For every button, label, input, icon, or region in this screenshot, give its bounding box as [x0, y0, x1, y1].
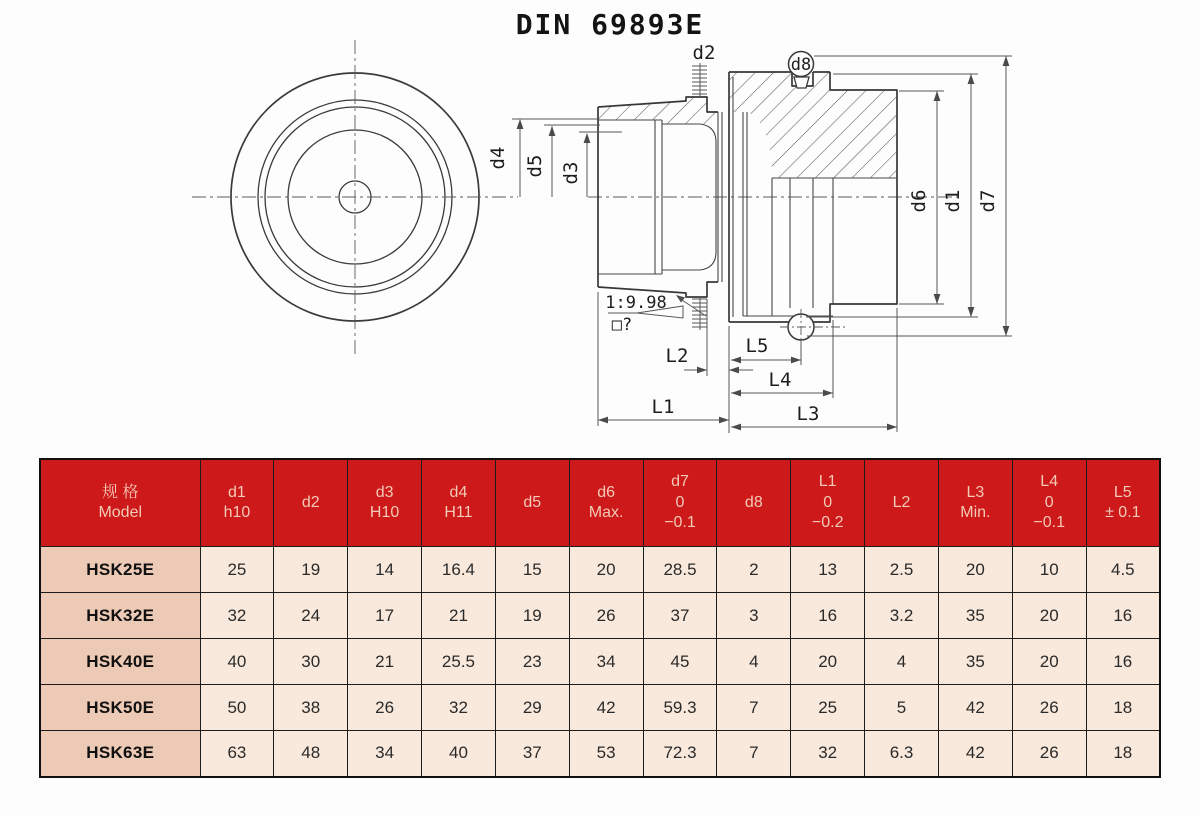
table-cell: 32 — [791, 731, 865, 777]
table-row — [40, 593, 1160, 639]
table-cell: 28.5 — [643, 547, 717, 593]
table-cell: 4.5 — [1086, 547, 1160, 593]
front-view — [192, 40, 518, 354]
table-cell: 21 — [422, 593, 496, 639]
header-line: Max. — [588, 504, 624, 521]
table-cell: 29 — [495, 685, 569, 731]
header-line: H11 — [444, 504, 473, 521]
table-cell: 32 — [200, 593, 274, 639]
dim-label-L2: L2 — [665, 345, 689, 367]
table-cell: 25.5 — [422, 639, 496, 685]
header-d2 — [274, 459, 348, 547]
table-cell: 34 — [569, 639, 643, 685]
table-cell: 23 — [495, 639, 569, 685]
header-d8 — [717, 459, 791, 547]
header-d5 — [495, 459, 569, 547]
table-cell: 20 — [1012, 639, 1086, 685]
table-cell: 15 — [495, 547, 569, 593]
header-d3 — [348, 459, 422, 547]
table-cell: 21 — [348, 639, 422, 685]
dim-label-d6: d6 — [908, 189, 930, 213]
table-cell: 42 — [938, 731, 1012, 777]
table-cell: 45 — [643, 639, 717, 685]
header-d4 — [422, 459, 496, 547]
model-cell: HSK50E — [40, 685, 200, 731]
header-line: 0 — [1044, 493, 1054, 511]
header-line: −0.1 — [664, 514, 696, 532]
table-cell: 26 — [569, 593, 643, 639]
drawing-title: DIN 69893E — [515, 8, 705, 41]
header-line: 0 — [823, 493, 833, 511]
table-cell: 48 — [274, 731, 348, 777]
table-cell: 16 — [1086, 639, 1160, 685]
header-line: H10 — [369, 504, 400, 521]
table-cell: 24 — [274, 593, 348, 639]
table-cell: 17 — [348, 593, 422, 639]
table-cell: 19 — [274, 547, 348, 593]
table-cell: 72.3 — [643, 731, 717, 777]
table-cell: 37 — [643, 593, 717, 639]
header-line: d4 — [449, 483, 468, 501]
model-cell: HSK40E — [40, 639, 200, 685]
table-cell: 6.3 — [865, 731, 939, 777]
header-line: d3 — [375, 483, 394, 501]
table-row — [40, 731, 1160, 777]
header-line: Min. — [960, 504, 991, 521]
dim-label-d8: d8 — [790, 55, 812, 75]
side-view — [487, 42, 1012, 433]
header-line: d1 — [228, 483, 246, 501]
header-line: ± 0.1 — [1105, 504, 1141, 521]
spec-table — [39, 458, 1161, 778]
table-cell: 38 — [274, 685, 348, 731]
dim-label-L3: L3 — [796, 403, 820, 425]
header-line: −0.1 — [1033, 514, 1065, 532]
dim-label-L4: L4 — [768, 369, 792, 391]
header-d7 — [643, 459, 717, 547]
dim-label-d1: d1 — [942, 189, 964, 213]
header-L5 — [1086, 459, 1160, 547]
table-cell: 3.2 — [865, 593, 939, 639]
header-line: L5 — [1113, 483, 1132, 501]
table-row — [40, 547, 1160, 593]
table-cell: 13 — [791, 547, 865, 593]
table-cell: 20 — [1012, 593, 1086, 639]
table-cell: 25 — [791, 685, 865, 731]
header-model — [40, 459, 200, 547]
header-line: L2 — [892, 493, 911, 511]
dim-label-L5: L5 — [745, 335, 769, 357]
table-cell: 7 — [717, 685, 791, 731]
header-line: 规 格 — [102, 483, 139, 501]
header-L3 — [938, 459, 1012, 547]
model-cell: HSK63E — [40, 731, 200, 777]
model-cell: HSK32E — [40, 593, 200, 639]
table-cell: 14 — [348, 547, 422, 593]
table-header — [40, 459, 1160, 547]
header-d6 — [569, 459, 643, 547]
table-cell: 4 — [865, 639, 939, 685]
header-L4 — [1012, 459, 1086, 547]
header-line: 0 — [675, 493, 685, 511]
dim-label-d7: d7 — [977, 189, 999, 213]
taper-ratio-label: 1:9.98 — [605, 293, 667, 313]
table-cell: 50 — [200, 685, 274, 731]
table-cell: 32 — [422, 685, 496, 731]
header-line: d8 — [744, 493, 763, 511]
dim-label-L1: L1 — [651, 396, 675, 418]
table-cell: 26 — [1012, 685, 1086, 731]
table-cell: 18 — [1086, 731, 1160, 777]
table-row — [40, 639, 1160, 685]
header-line: d7 — [671, 473, 689, 491]
header-line: h10 — [223, 504, 251, 521]
table-cell: 20 — [569, 547, 643, 593]
table-cell: 2.5 — [865, 547, 939, 593]
header-L1 — [791, 459, 865, 547]
table-cell: 18 — [1086, 685, 1160, 731]
dim-label-d5: d5 — [524, 154, 546, 178]
header-L2 — [865, 459, 939, 547]
table-row — [40, 685, 1160, 731]
dim-label-d4: d4 — [487, 146, 509, 170]
table-cell: 26 — [348, 685, 422, 731]
header-line: d2 — [301, 493, 320, 511]
table-cell: 20 — [938, 547, 1012, 593]
flange-section-hatch — [729, 72, 897, 178]
d8-plug — [794, 77, 809, 88]
header-line: −0.2 — [811, 514, 844, 532]
table-cell: 10 — [1012, 547, 1086, 593]
header-line: L1 — [818, 473, 837, 491]
header-line: L3 — [966, 483, 985, 501]
table-cell: 25 — [200, 547, 274, 593]
table-cell: 3 — [717, 593, 791, 639]
table-cell: 4 — [717, 639, 791, 685]
table-cell: 42 — [569, 685, 643, 731]
header-line: L4 — [1040, 473, 1059, 491]
header-line: d5 — [523, 493, 542, 511]
table-cell: 2 — [717, 547, 791, 593]
table-cell: 40 — [422, 731, 496, 777]
table-cell: 16 — [1086, 593, 1160, 639]
table-cell: 42 — [938, 685, 1012, 731]
dim-label-d2: d2 — [692, 42, 716, 64]
table-cell: 40 — [200, 639, 274, 685]
table-cell: 20 — [791, 639, 865, 685]
table-cell: 30 — [274, 639, 348, 685]
table-cell: 63 — [200, 731, 274, 777]
surface-mark-label: □? — [611, 315, 633, 335]
table-cell: 5 — [865, 685, 939, 731]
header-line: d6 — [597, 483, 616, 501]
dim-label-d3: d3 — [560, 161, 582, 185]
table-cell: 7 — [717, 731, 791, 777]
table-cell: 35 — [938, 593, 1012, 639]
table-cell: 59.3 — [643, 685, 717, 731]
header-d1 — [200, 459, 274, 547]
table-cell: 16.4 — [422, 547, 496, 593]
table-cell: 37 — [495, 731, 569, 777]
front-view-centerlines — [192, 40, 518, 354]
header-line: Model — [98, 504, 143, 521]
table-cell: 34 — [348, 731, 422, 777]
table-cell: 19 — [495, 593, 569, 639]
table-cell: 26 — [1012, 731, 1086, 777]
table-cell: 16 — [791, 593, 865, 639]
table-header-row — [40, 459, 1160, 547]
table-cell: 53 — [569, 731, 643, 777]
table-cell: 35 — [938, 639, 1012, 685]
model-cell: HSK25E — [40, 547, 200, 593]
